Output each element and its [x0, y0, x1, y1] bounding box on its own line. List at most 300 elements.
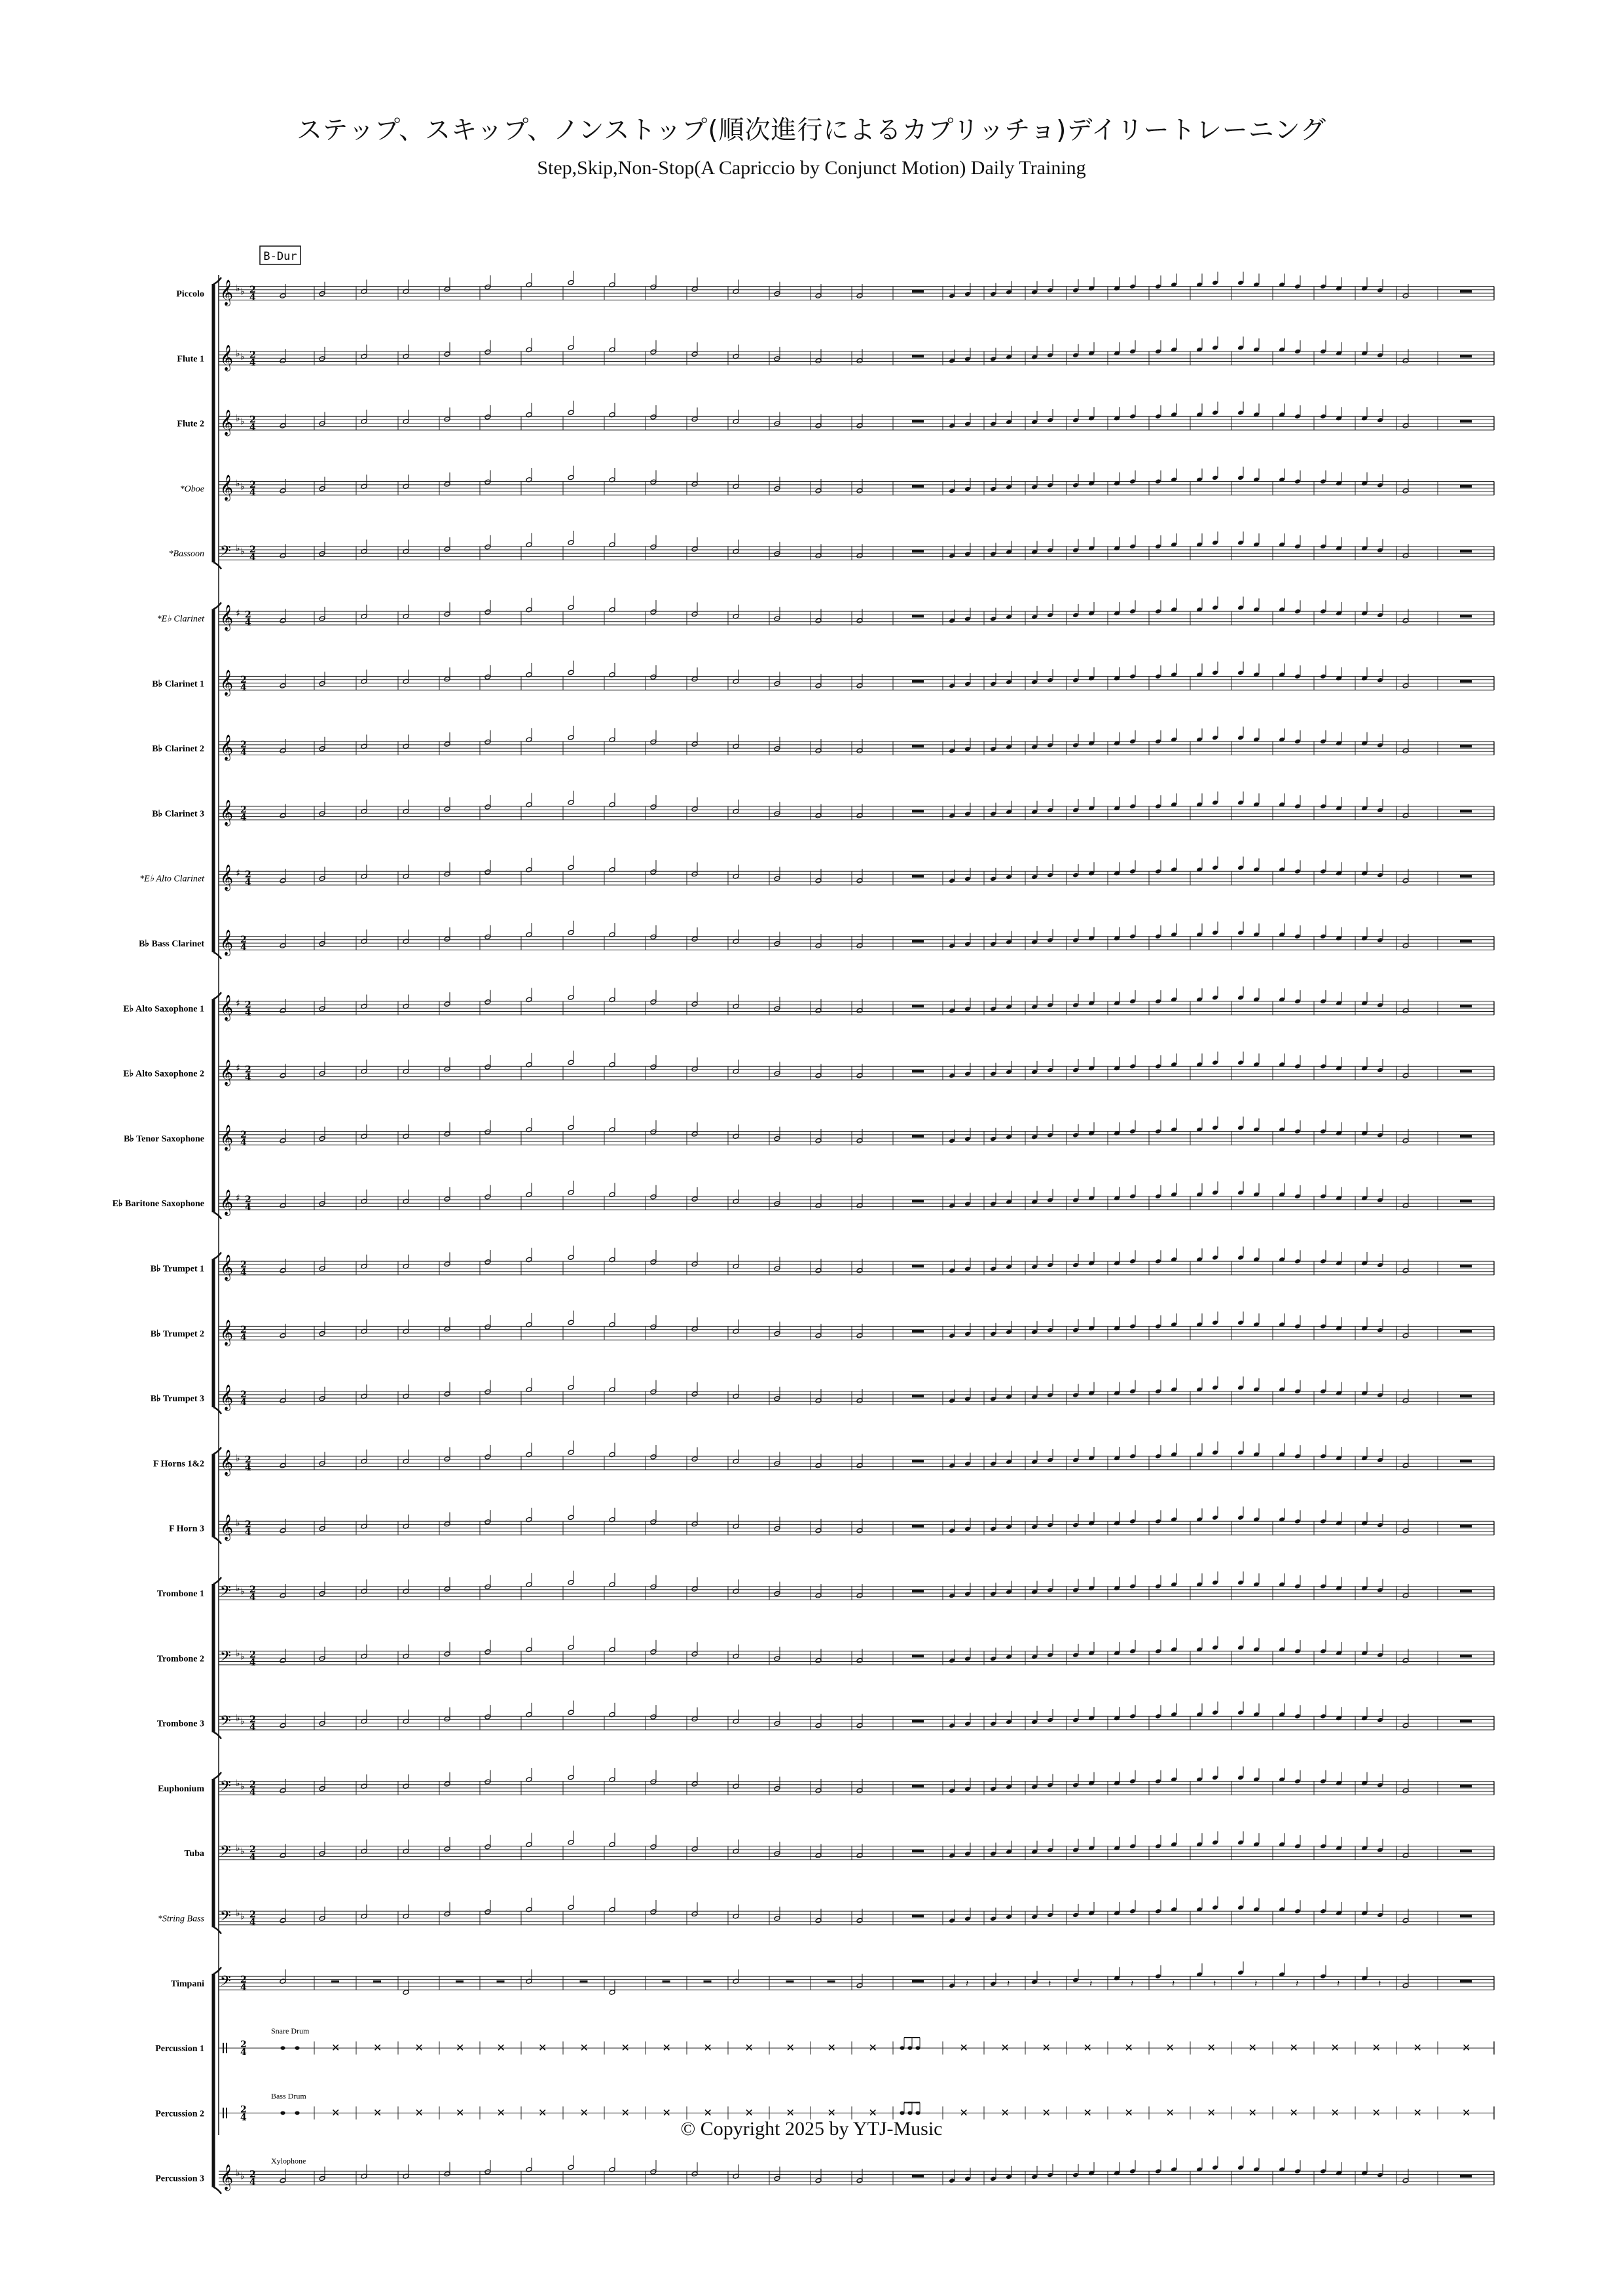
percussion-clef-icon: [226, 2043, 227, 2053]
note-head: [856, 683, 863, 689]
note-head: [949, 553, 955, 559]
note-head: [1377, 1197, 1383, 1203]
note-head: [1006, 1134, 1012, 1140]
note-head: [1402, 1983, 1409, 1989]
note-head: [444, 1846, 450, 1852]
time-signature-top: 2: [245, 869, 251, 880]
note-head: [1155, 1973, 1161, 1979]
note-head: [774, 616, 780, 622]
repeat-slash-icon: ✕: [1207, 2106, 1216, 2119]
note-head: [1155, 414, 1161, 420]
note-head: [964, 356, 971, 362]
note-head: [484, 479, 491, 485]
quarter-rest-icon: 𝄽: [1378, 1978, 1381, 1989]
note-head: [1377, 1717, 1383, 1723]
note-head: [1006, 484, 1012, 490]
note-head: [568, 410, 574, 416]
note-head: [990, 1461, 996, 1467]
note-head: [295, 2046, 299, 2050]
note-head: [1237, 605, 1244, 611]
note-head: [1212, 1775, 1218, 1781]
treble-clef-icon: 𝄞: [220, 1449, 234, 1476]
note-head: [1129, 1649, 1136, 1655]
note-head: [1031, 484, 1038, 490]
note-head: [815, 488, 822, 494]
time-signature-top: 2: [245, 999, 251, 1011]
note-head: [1320, 544, 1326, 550]
treble-clef-icon: 𝄞: [220, 409, 234, 436]
note-head: [1006, 1849, 1012, 1855]
note-head: [1006, 1199, 1012, 1205]
instrument-label: E♭ Alto Saxophone 1: [123, 1004, 204, 1014]
note-head: [1237, 735, 1244, 741]
note-head: [691, 547, 698, 552]
note-head: [1402, 878, 1409, 884]
time-signature-top: 2: [245, 1064, 251, 1075]
whole-rest: [912, 680, 924, 683]
note-head: [319, 941, 325, 946]
note-head: [280, 2046, 285, 2050]
note-head: [568, 1450, 574, 1456]
time-signature-top: 2: [249, 285, 256, 295]
note-head: [1031, 1134, 1038, 1140]
time-signature-top: 2: [249, 1714, 256, 1725]
note-head: [815, 2178, 822, 2183]
staff-16: [151, 1246, 1494, 1281]
note-head: [691, 287, 698, 293]
note-head: [444, 871, 450, 877]
note-head: [1320, 673, 1326, 679]
note-head: [691, 1391, 698, 1397]
note-head: [964, 941, 971, 947]
time-signature-bottom: 4: [240, 2047, 247, 2058]
note-head: [856, 813, 863, 819]
note-head: [1320, 2168, 1326, 2174]
time-signature-top: 2: [240, 1324, 247, 1335]
note-head: [568, 1840, 574, 1846]
whole-rest: [912, 875, 924, 878]
note-head: [1320, 1973, 1326, 1979]
time-signature-top: 2: [249, 1779, 256, 1790]
note-head: [1294, 1649, 1301, 1655]
note-head: [949, 1983, 955, 1989]
flat-icon: ♭: [236, 1518, 240, 1529]
note-head: [1402, 423, 1409, 429]
rest: [580, 1981, 588, 1982]
sharp-icon: ♯: [236, 1063, 240, 1074]
note-head: [964, 1461, 971, 1467]
note-head: [1072, 1587, 1079, 1593]
staff-5: [169, 531, 1494, 563]
note-head: [1072, 418, 1079, 423]
staff-14: [124, 1116, 1494, 1151]
time-signature-top: 2: [240, 1974, 247, 1985]
time-signature-bottom: 4: [240, 1982, 247, 1993]
note-head: [1294, 933, 1301, 939]
note-head: [856, 293, 863, 299]
note-head: [1402, 943, 1409, 949]
staff-2: [177, 336, 1494, 371]
note-head: [319, 1785, 325, 1791]
staff-4: [180, 466, 1494, 501]
bass-clef-icon: 𝄢: [220, 1973, 231, 1993]
note-head: [319, 421, 325, 427]
note-head: [990, 1981, 996, 1987]
treble-clef-icon: 𝄞: [220, 1124, 234, 1151]
note-head: [1072, 677, 1079, 683]
repeat-slash-icon: ✕: [1462, 2106, 1471, 2119]
note-head: [1320, 1518, 1326, 1524]
whole-rest: [912, 1070, 924, 1073]
time-signature-top: 2: [240, 674, 247, 685]
time-signature-top: 2: [245, 1194, 251, 1206]
note-head: [1129, 1778, 1136, 1784]
note-head: [774, 1266, 780, 1272]
note-head: [484, 284, 491, 290]
repeat-slash-icon: ✕: [703, 2106, 712, 2119]
note-head: [1129, 1323, 1136, 1329]
note-head: [964, 811, 971, 817]
note-head: [1377, 418, 1383, 423]
note-head: [1294, 739, 1301, 745]
whole-rest: [1460, 1655, 1472, 1657]
note-head: [1047, 1197, 1053, 1203]
note-head: [1377, 547, 1383, 553]
note-head: [1212, 280, 1218, 286]
note-head: [1155, 283, 1161, 289]
note-head: [949, 1333, 955, 1339]
note-head: [691, 611, 698, 617]
note-head: [1294, 478, 1301, 484]
note-head: [815, 1203, 822, 1209]
note-head: [1212, 930, 1218, 936]
note-head: [1237, 1775, 1244, 1781]
note-head: [815, 1333, 822, 1339]
note-head: [1006, 2174, 1012, 2180]
whole-rest: [912, 1590, 924, 1592]
repeat-slash-icon: ✕: [1330, 2106, 1340, 2119]
note-head: [650, 1844, 657, 1850]
note-head: [319, 1461, 325, 1467]
note-head: [650, 1454, 657, 1460]
note-head: [568, 279, 574, 285]
repeat-slash-icon: ✕: [1000, 2041, 1010, 2054]
note-head: [1006, 874, 1012, 880]
note-head: [444, 1066, 450, 1072]
note-head: [815, 1528, 822, 1534]
note-head: [1402, 1333, 1409, 1339]
repeat-slash-icon: ✕: [744, 2041, 754, 2054]
note-head: [1072, 352, 1079, 358]
note-head: [280, 1008, 286, 1014]
whole-rest: [912, 1395, 924, 1397]
note-head: [1237, 995, 1244, 1001]
time-signature-top: 2: [249, 350, 256, 361]
time-signature-bottom: 4: [249, 1592, 256, 1603]
note-head: [1377, 937, 1383, 943]
note-head: [650, 1909, 657, 1915]
note-head: [319, 1006, 325, 1012]
note-head: [1129, 1844, 1136, 1850]
note-head: [1047, 1458, 1053, 1463]
flat-icon: ♭: [236, 1778, 240, 1789]
note-head: [1006, 420, 1012, 425]
whole-rest: [1460, 1720, 1472, 1723]
note-head: [1377, 1002, 1383, 1008]
note-head: [1402, 1463, 1409, 1469]
quarter-rest-icon: 𝄽: [1337, 1978, 1340, 1989]
staff-8: [152, 726, 1494, 761]
flat-icon: ♭: [240, 416, 245, 427]
repeat-slash-icon: ✕: [1372, 2106, 1381, 2119]
note-head: [1129, 739, 1136, 745]
note-head: [964, 1006, 971, 1012]
note-head: [856, 878, 863, 884]
treble-clef-icon: 𝄞: [220, 1189, 234, 1216]
note-head: [815, 1918, 822, 1924]
note-head: [484, 1064, 491, 1070]
repeat-slash-icon: ✕: [331, 2041, 340, 2054]
whole-rest: [1460, 1135, 1472, 1138]
note-head: [1294, 2168, 1301, 2174]
note-head: [650, 869, 657, 875]
whole-rest: [1460, 810, 1472, 812]
quarter-rest-icon: 𝄽: [1254, 1978, 1258, 1989]
note-head: [1237, 1385, 1244, 1391]
note-head: [484, 2169, 491, 2175]
note-head: [856, 358, 863, 364]
note-head: [964, 1396, 971, 1402]
note-head: [1320, 739, 1326, 745]
note-head: [1320, 1064, 1326, 1069]
whole-rest: [1460, 1395, 1472, 1397]
note-head: [1047, 1652, 1053, 1658]
note-head: [990, 1136, 996, 1142]
instrument-label: Flute 1: [177, 354, 204, 365]
flat-icon: ♭: [236, 1843, 240, 1854]
note-head: [1212, 1125, 1218, 1131]
instrument-label: B♭ Tenor Saxophone: [123, 1134, 204, 1144]
repeat-slash-icon: ✕: [827, 2041, 836, 2054]
note-head: [1006, 354, 1012, 360]
note-head: [1402, 1008, 1409, 1014]
note-head: [1155, 673, 1161, 679]
note-head: [964, 1136, 971, 1142]
note-head: [484, 804, 491, 810]
note-head: [856, 1723, 863, 1729]
instrument-label: Timpani: [170, 1979, 204, 1989]
time-signature-bottom: 4: [249, 1917, 256, 1928]
treble-clef-icon: 𝄞: [220, 604, 234, 631]
instrument-label: Flute 2: [177, 419, 204, 429]
whole-rest: [912, 745, 924, 747]
instrument-change-label: Xylophone: [271, 2156, 306, 2166]
note-head: [650, 999, 657, 1005]
note-head: [1402, 1593, 1409, 1599]
whole-rest: [912, 1525, 924, 1528]
note-head: [609, 1990, 615, 1996]
note-head: [1129, 349, 1136, 355]
note-head: [280, 748, 286, 754]
note-head: [774, 1916, 780, 1922]
note-head: [444, 742, 450, 747]
note-head: [280, 1528, 286, 1534]
note-head: [815, 618, 822, 624]
note-head: [691, 1001, 698, 1007]
repeat-slash-icon: ✕: [1413, 2106, 1422, 2119]
note-head: [1031, 1265, 1038, 1270]
note-head: [815, 683, 822, 689]
note-head: [1006, 1914, 1012, 1920]
note-head: [1155, 1064, 1161, 1069]
time-signature-bottom: 4: [240, 1137, 247, 1148]
note-head: [444, 937, 450, 942]
note-head: [949, 813, 955, 819]
note-head: [1047, 872, 1053, 878]
note-head: [484, 350, 491, 355]
note-head: [1072, 872, 1079, 878]
note-head: [280, 1333, 286, 1339]
note-head: [280, 683, 286, 689]
note-head: [815, 1593, 822, 1599]
rest: [497, 1981, 505, 1982]
repeat-slash-icon: ✕: [786, 2106, 795, 2119]
note-head: [774, 941, 780, 946]
note-head: [1237, 1190, 1244, 1196]
time-signature-bottom: 4: [240, 682, 247, 693]
note-head: [1031, 1784, 1038, 1790]
note-head: [319, 1201, 325, 1207]
note-head: [1377, 2172, 1383, 2178]
note-head: [691, 482, 698, 488]
note-head: [319, 486, 325, 492]
note-head: [444, 1196, 450, 1202]
note-head: [319, 616, 325, 622]
note-head: [280, 1073, 286, 1079]
bass-clef-icon: 𝄢: [220, 1713, 231, 1733]
time-signature-top: 2: [240, 935, 247, 945]
note-head: [568, 995, 574, 1001]
note-head: [1006, 679, 1012, 685]
note-head: [1402, 1853, 1409, 1859]
note-head: [1212, 735, 1218, 741]
note-head: [1377, 1132, 1383, 1138]
note-head: [568, 1255, 574, 1261]
note-head: [990, 551, 996, 557]
note-head: [691, 1521, 698, 1527]
note-head: [1047, 1717, 1053, 1723]
note-head: [1237, 345, 1244, 351]
note-head: [1212, 995, 1218, 1001]
note-head: [691, 1587, 698, 1592]
note-head: [280, 358, 286, 364]
note-head: [1402, 1073, 1409, 1079]
note-head: [484, 999, 491, 1005]
note-head: [856, 1398, 863, 1404]
note-head: [964, 876, 971, 882]
note-head: [444, 1716, 450, 1722]
whole-rest: [1460, 1070, 1472, 1073]
note-head: [280, 1268, 286, 1274]
note-head: [1294, 1454, 1301, 1460]
time-signature-bottom: 4: [240, 812, 247, 823]
note-head: [856, 553, 863, 559]
note-head: [1155, 1128, 1161, 1134]
rest: [663, 1981, 670, 1982]
quarter-rest-icon: 𝄽: [1131, 1978, 1134, 1989]
note-head: [1129, 1194, 1136, 1200]
note-head: [1320, 1649, 1326, 1655]
note-head: [1377, 1587, 1383, 1593]
instrument-label: Percussion 1: [155, 2044, 204, 2054]
flat-icon: ♭: [240, 287, 245, 297]
note-head: [650, 1584, 657, 1590]
note-head: [1031, 874, 1038, 880]
note-head: [319, 2176, 325, 2181]
note-head: [774, 291, 780, 296]
note-head: [1237, 280, 1244, 286]
note-head: [1155, 869, 1161, 874]
note-head: [1320, 1194, 1326, 1200]
note-head: [484, 1389, 491, 1395]
instrument-label: B♭ Trumpet 3: [150, 1394, 204, 1405]
note-head: [1047, 1912, 1053, 1918]
note-head: [1155, 1909, 1161, 1914]
note-head: [990, 1851, 996, 1857]
note-head: [319, 1851, 325, 1857]
note-head: [1402, 1268, 1409, 1274]
note-head: [1047, 742, 1053, 748]
note-head: [1129, 804, 1136, 810]
repeat-slash-icon: ✕: [868, 2106, 877, 2119]
note-head: [484, 414, 491, 420]
whole-rest: [1460, 1525, 1472, 1528]
note-head: [1402, 1658, 1409, 1664]
instrument-label: Percussion 3: [155, 2174, 204, 2184]
time-signature-top: 2: [245, 1454, 251, 1465]
note-head: [1294, 1128, 1301, 1134]
treble-clef-icon: 𝄞: [220, 669, 234, 696]
note-head: [1047, 937, 1053, 943]
note-head: [1072, 2172, 1079, 2178]
note-head: [815, 553, 822, 559]
note-head: [319, 811, 325, 817]
note-head: [444, 547, 450, 552]
note-head: [1320, 349, 1326, 355]
note-head: [774, 1201, 780, 1207]
staff-1: [176, 271, 1494, 306]
note-head: [1402, 1723, 1409, 1729]
repeat-slash-icon: ✕: [538, 2041, 547, 2054]
staff-17: [151, 1311, 1494, 1346]
instrument-label: Trombone 3: [156, 1719, 204, 1729]
note-head: [319, 356, 325, 362]
note-head: [1031, 354, 1038, 360]
note-head: [1031, 1589, 1038, 1595]
whole-rest: [912, 485, 924, 488]
note-head: [856, 1138, 863, 1144]
time-signature-top: 2: [245, 609, 251, 620]
note-head: [856, 1788, 863, 1794]
sharp-icon: ♯: [236, 998, 240, 1009]
flat-icon: ♭: [240, 481, 245, 492]
note-head: [1031, 744, 1038, 750]
quarter-rest-icon: 𝄽: [966, 1978, 969, 1989]
instrument-label: B♭ Clarinet 2: [152, 744, 204, 755]
note-head: [1320, 1583, 1326, 1589]
note-head: [815, 813, 822, 819]
note-head: [1006, 809, 1012, 815]
